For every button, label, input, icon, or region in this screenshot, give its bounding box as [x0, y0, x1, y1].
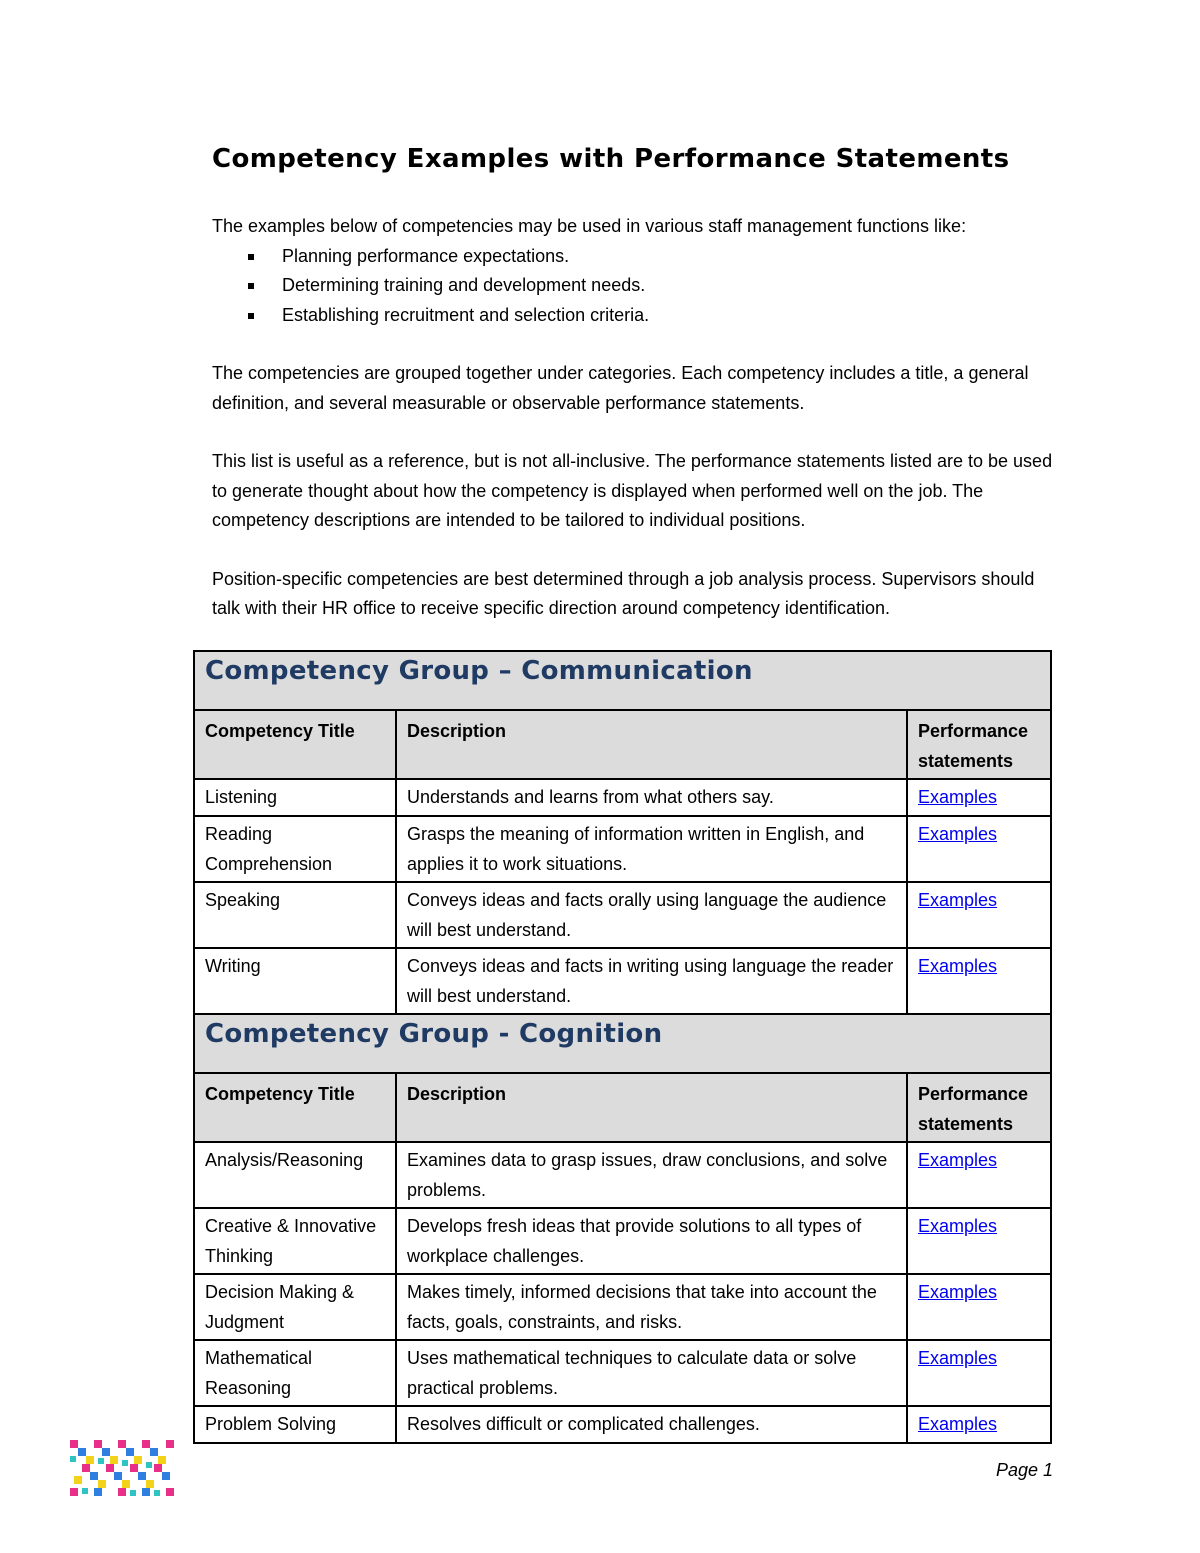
competency-description: Makes timely, informed decisions that take into account the facts, goals, constraints, and risks. — [396, 1274, 907, 1340]
column-header-title: Competency Title — [194, 710, 396, 779]
competency-title: Analysis/Reasoning — [194, 1142, 396, 1208]
column-header-row — [194, 710, 1051, 779]
competency-title: Listening — [194, 779, 396, 816]
competency-description: Develops fresh ideas that provide solutions to all types of workplace challenges. — [396, 1208, 907, 1274]
page-title: Competency Examples with Performance Statements — [212, 144, 1010, 174]
table-row — [194, 816, 1051, 882]
competency-description: Resolves difficult or complicated challenges. — [396, 1406, 907, 1443]
examples-link[interactable]: Examples — [918, 956, 998, 976]
bullet-item: Establishing recruitment and selection criteria. — [282, 301, 1062, 331]
examples-link[interactable]: Examples — [918, 1150, 998, 1170]
group-title: Competency Group - Cognition — [205, 1019, 663, 1049]
table-row — [194, 1142, 1051, 1208]
competency-title: Decision Making & Judgment — [194, 1274, 396, 1340]
competency-description: Grasps the meaning of information written in English, and applies it to work situations. — [396, 816, 907, 882]
competency-description: Conveys ideas and facts in writing using language the reader will best understand. — [396, 948, 907, 1014]
column-header-performance: Performance statements — [907, 1073, 1051, 1142]
table-row — [194, 1340, 1051, 1406]
competency-description: Conveys ideas and facts orally using language the audience will best understand. — [396, 882, 907, 948]
competency-title: Reading Comprehension — [194, 816, 396, 882]
table-row — [194, 1274, 1051, 1340]
intro-bullet-list — [212, 242, 1062, 331]
intro-paragraph: This list is useful as a reference, but is not all-inclusive. The performance statements listed are to be used to generate thought about how the competency is displayed when performed well on the job. The competency descriptions are intended to be tailored to individual positions. — [212, 451, 1053, 530]
competency-title: Writing — [194, 948, 396, 1014]
group-header-row — [194, 651, 1051, 710]
intro-section — [212, 212, 1062, 624]
examples-link[interactable]: Examples — [918, 1348, 998, 1368]
examples-link[interactable]: Examples — [918, 890, 998, 910]
examples-link[interactable]: Examples — [918, 824, 998, 844]
table-row — [194, 882, 1051, 948]
competency-title: Problem Solving — [194, 1406, 396, 1443]
competency-title: Mathematical Reasoning — [194, 1340, 396, 1406]
examples-link[interactable]: Examples — [918, 1282, 998, 1302]
column-header-title: Competency Title — [194, 1073, 396, 1142]
competency-description: Understands and learns from what others say. — [396, 779, 907, 816]
competency-description: Examines data to grasp issues, draw conclusions, and solve problems. — [396, 1142, 907, 1208]
table-row — [194, 1208, 1051, 1274]
column-header-performance: Performance statements — [907, 710, 1051, 779]
intro-paragraph: Position-specific competencies are best determined through a job analysis process. Supervisors should talk with their HR office to receive specific direction around competency identification. — [212, 568, 1035, 618]
intro-lead: The examples below of competencies may be used in various staff management functions like: — [212, 216, 967, 236]
examples-link[interactable]: Examples — [918, 1216, 998, 1236]
group-title: Competency Group – Communication — [205, 656, 753, 686]
group-header-row — [194, 1014, 1051, 1073]
table-row — [194, 1406, 1051, 1443]
examples-link[interactable]: Examples — [918, 787, 998, 807]
logo — [68, 1438, 178, 1500]
table-row — [194, 948, 1051, 1014]
competency-table — [193, 650, 1052, 1444]
column-header-description: Description — [396, 710, 907, 779]
page-number: Page 1 — [996, 1460, 1054, 1480]
table-row — [194, 779, 1051, 816]
competency-description: Uses mathematical techniques to calculate data or solve practical problems. — [396, 1340, 907, 1406]
examples-link[interactable]: Examples — [918, 1414, 998, 1434]
intro-paragraph: The competencies are grouped together under categories. Each competency includes a title, a general definition, and several measurable or observable performance statements. — [212, 363, 1029, 413]
bullet-item: Determining training and development needs. — [282, 271, 1062, 301]
competency-title: Speaking — [194, 882, 396, 948]
bullet-item: Planning performance expectations. — [282, 242, 1062, 272]
column-header-row — [194, 1073, 1051, 1142]
competency-title: Creative & Innovative Thinking — [194, 1208, 396, 1274]
logo-pattern-icon — [68, 1438, 178, 1500]
column-header-description: Description — [396, 1073, 907, 1142]
